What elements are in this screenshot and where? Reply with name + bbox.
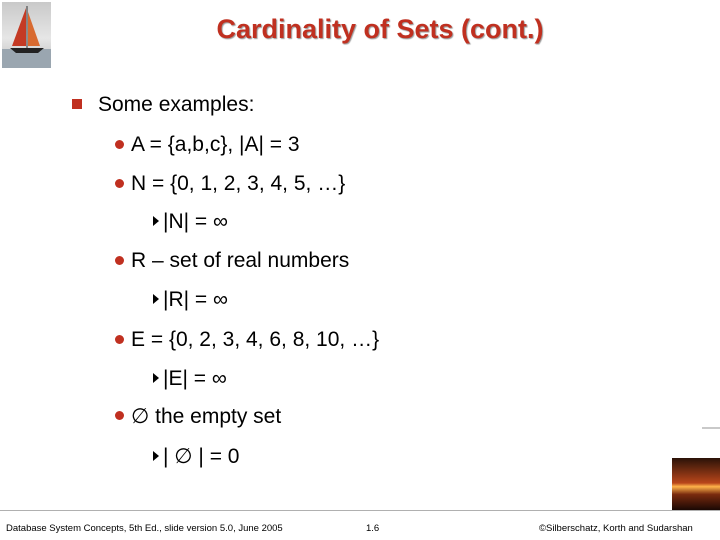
footer-copyright: ©Silberschatz, Korth and Sudarshan (539, 523, 693, 534)
sunset-image (672, 458, 720, 510)
triangle-bullet-icon (153, 216, 159, 226)
list-item: |R| = ∞ (163, 288, 228, 311)
dot-bullet-icon (115, 335, 124, 344)
decorative-line (702, 427, 720, 429)
dot-bullet-icon (115, 256, 124, 265)
triangle-bullet-icon (153, 451, 159, 461)
list-item: ∅ the empty set (131, 405, 282, 428)
list-item: E = {0, 2, 3, 4, 6, 8, 10, …} (131, 328, 380, 351)
list-item: R – set of real numbers (131, 249, 350, 272)
list-item: | ∅ | = 0 (163, 445, 240, 468)
footer-divider (0, 510, 720, 511)
dot-bullet-icon (115, 411, 124, 420)
footer-page-number: 1.6 (366, 523, 380, 534)
dot-bullet-icon (115, 179, 124, 188)
list-item: N = {0, 1, 2, 3, 4, 5, …} (131, 172, 346, 195)
list-item: |E| = ∞ (163, 367, 227, 390)
slide-title: Cardinality of Sets (cont.) (216, 14, 544, 44)
heading-text: Some examples: (98, 93, 255, 116)
list-item: |N| = ∞ (163, 210, 228, 233)
footer-book: Database System Concepts, 5th Ed., slide version 5.0, June 2005 (6, 523, 283, 534)
dot-bullet-icon (115, 140, 124, 149)
triangle-bullet-icon (153, 373, 159, 383)
triangle-bullet-icon (153, 294, 159, 304)
list-item: A = {a,b,c}, |A| = 3 (131, 133, 300, 156)
square-bullet-icon (72, 99, 82, 109)
